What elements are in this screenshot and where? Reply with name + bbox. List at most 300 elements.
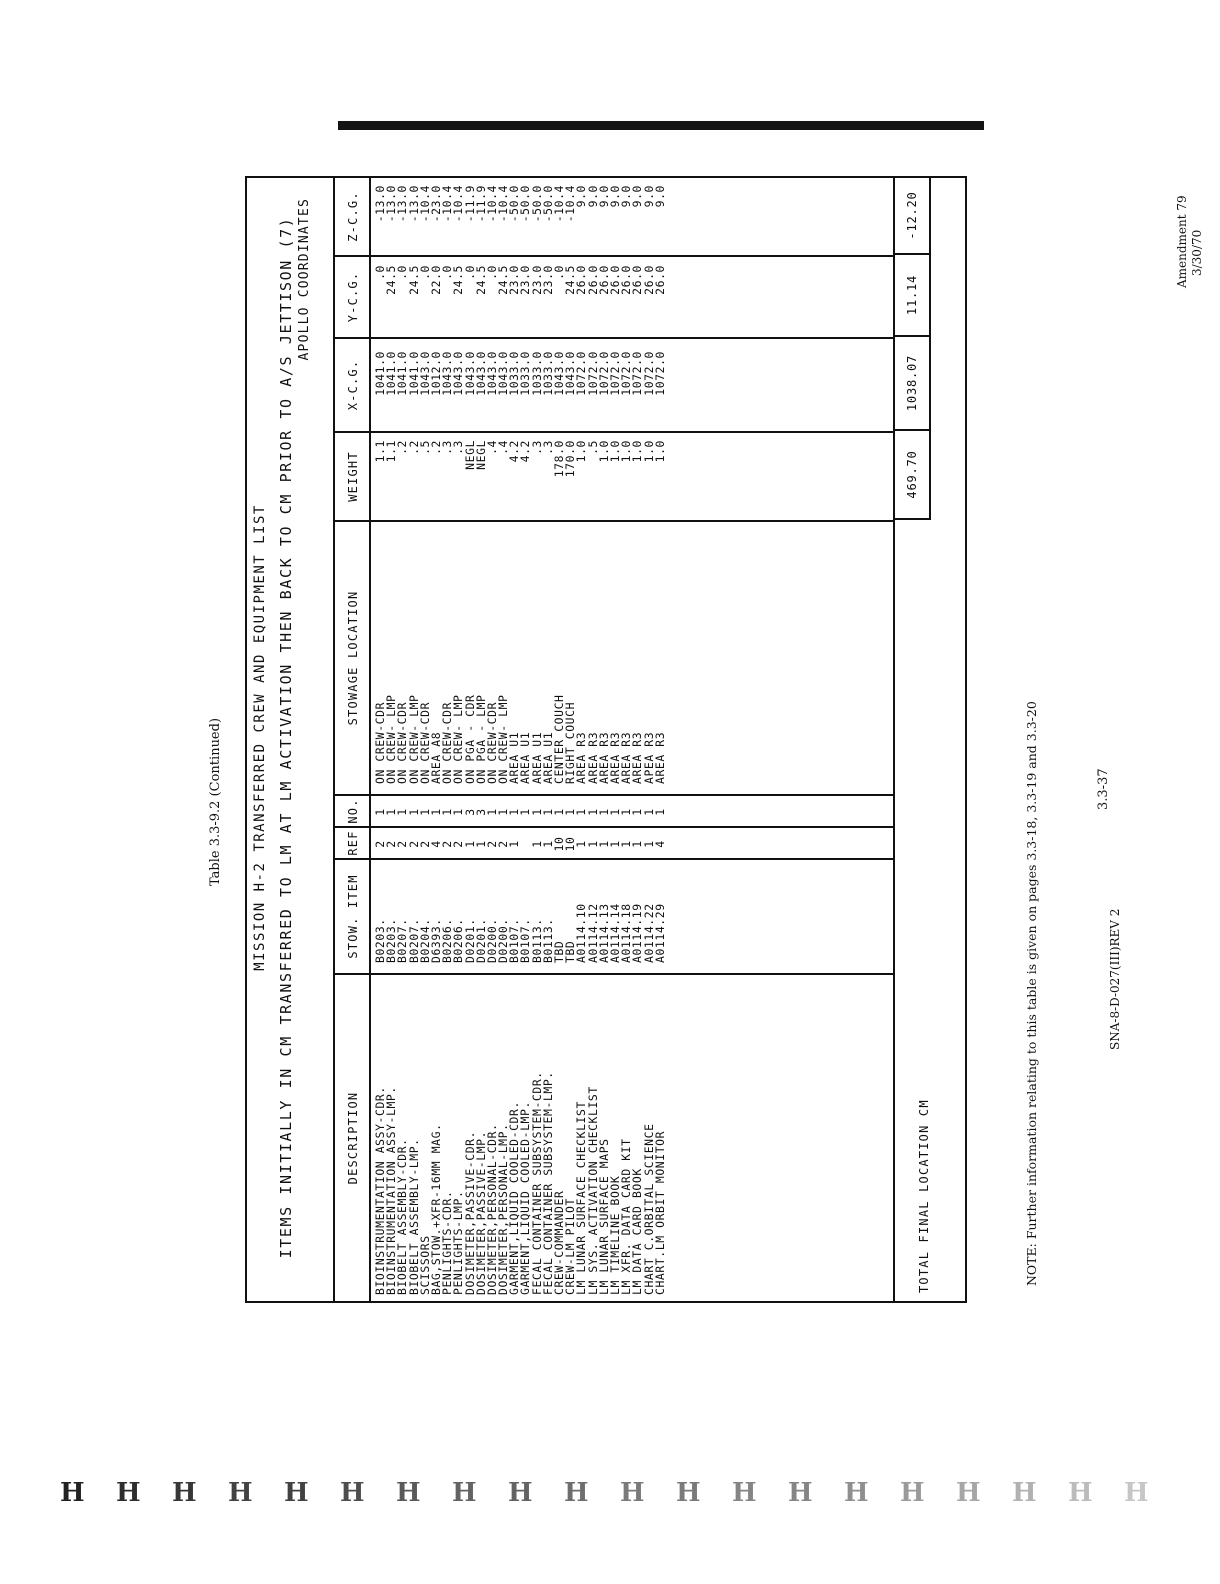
cell-ref: 2 [373,840,387,848]
cell-loc: ON PGA - CDR [462,694,477,784]
cell-x: 1072.0 [641,351,656,396]
cell-item: A0114.10 [574,903,589,963]
cell-z: -23.0 [428,185,443,223]
edge-mark: H [732,1478,757,1508]
cell-desc: SCISSORS [417,1235,432,1295]
cell-y: 26.0 [574,265,589,295]
cell-x: 1072.0 [574,351,589,396]
cell-z: -13.0 [373,185,387,223]
header-weight: WEIGHT [335,433,371,520]
cell-desc: DOSIMETER,PERSONAL-CDR. [484,1123,499,1295]
cell-x: 1072.0 [607,351,622,396]
cell-ref: 1 [619,840,634,848]
cell-weight: .3 [440,440,455,455]
cell-x: 1041.0 [406,351,421,396]
binding-edge-marks [60,1478,1160,1508]
edge-mark: H [1012,1478,1037,1508]
cell-desc: FECAL CONTAINER SUBSYSTEM-LMP. [540,1071,555,1295]
cell-ref: 10 [552,836,566,852]
cell-y: .0 [395,265,410,280]
cell-desc: LM SYS. ACTIVATION CHECKLIST [585,1086,600,1295]
cell-ref: 1 [462,840,477,848]
cell-x: 1033.0 [540,351,555,396]
rows-no [375,798,666,826]
cell-x: 1043.0 [552,351,566,396]
cell-y: 26.0 [619,265,634,295]
cell-no: 1 [619,808,634,816]
cell-weight: 178.0 [552,440,566,478]
cell-ref: 1 [585,840,600,848]
cell-loc: ON CREW- LMP [384,694,399,784]
edge-mark: H [340,1478,365,1508]
table-title: MISSION H-2 TRANSFERRED CREW AND EQUIPMENT LIST [252,504,268,971]
amendment-date: 3/30/70 [1190,229,1204,276]
cell-loc: ON CREW-CDR [440,701,455,784]
cell-y: 23.0 [507,265,522,295]
cell-loc: AREA R3 [619,731,634,784]
cell-y: .0 [440,265,455,280]
cell-x: 1033.0 [518,351,533,396]
col-stow-item [335,858,893,973]
cell-desc: GARMENT,LIQUID COOLED-LMP. [518,1101,533,1295]
cell-no: 1 [384,808,399,816]
cell-weight: 1.0 [630,440,645,463]
cell-z: 9.0 [630,185,645,208]
total-row [893,178,965,1301]
edge-mark: H [1068,1478,1093,1508]
cell-desc: BIOBELT ASSEMBLY-CDR. [395,1138,410,1295]
cell-z: -50.0 [540,185,555,223]
cell-item: TBD [552,940,566,963]
cell-desc: BIOBELT ASSEMBLY-LMP. [406,1138,421,1295]
cell-z: -10.4 [440,185,455,223]
cell-y: 23.0 [518,265,533,295]
edge-mark: H [228,1478,253,1508]
cell-item: TBD [563,940,578,963]
rows-x-cg [375,351,666,431]
cell-item: A0114.12 [585,903,600,963]
cell-no: 1 [596,808,611,816]
edge-mark: H [620,1478,645,1508]
cell-weight: 4.2 [518,440,533,463]
cell-item: D0200. [484,918,499,963]
cell-item: B0203. [373,918,387,963]
table-caption: Table 3.3-9.2 (Continued) [208,717,223,886]
cell-loc: ON CREW-CDR [395,701,410,784]
edge-mark: H [956,1478,981,1508]
edge-mark: H [788,1478,813,1508]
cell-item: D0201. [473,918,488,963]
cell-weight: .5 [417,440,432,455]
rows-description [375,977,666,1295]
cell-ref: 2 [484,840,499,848]
cell-y: .0 [373,265,387,280]
cell-no: 1 [496,808,511,816]
cell-weight: 1.0 [574,440,589,463]
cell-no: 1 [652,808,667,816]
cell-z: -50.0 [518,185,533,223]
cell-desc: LM DATA CARD BOOK [630,1168,645,1295]
cell-ref: 1 [596,840,611,848]
rows-stowage-location [375,529,666,784]
cell-x: 1043.0 [473,351,488,396]
cell-loc: RIGHT COUCH [563,701,578,784]
cell-y: 24.5 [496,265,511,295]
cell-desc: CREW-LM PILOT [563,1198,578,1295]
cell-item: A0114.19 [630,903,645,963]
cell-ref: 4 [428,840,443,848]
cell-item: B0113. [540,918,555,963]
cell-item: A0114.18 [619,903,634,963]
cell-loc: AREA R3 [652,731,667,784]
cell-y: 24.5 [406,265,421,295]
cell-ref: 2 [395,840,410,848]
header-stowage-location: STOWAGE LOCATION [335,522,371,794]
cell-z: 9.0 [607,185,622,208]
cell-y: 26.0 [630,265,645,295]
cell-desc: LM XFR. DATA CARD KIT [619,1138,634,1295]
cell-no: 1 [540,808,555,816]
cell-ref: 1 [507,840,522,848]
cell-x: 1072.0 [585,351,600,396]
cell-no: 1 [563,808,578,816]
cell-x: 1043.0 [417,351,432,396]
edge-mark: H [900,1478,925,1508]
cell-x: 1043.0 [563,351,578,396]
cell-item: A0114.14 [607,903,622,963]
cell-weight: 1.0 [652,440,667,463]
rotated-table-page [245,173,967,1303]
cell-desc: CREW-COMMANDER [552,1190,566,1295]
cell-no: 1 [395,808,410,816]
cell-loc: ON CREW- LMP [496,694,511,784]
cell-z: -10.4 [496,185,511,223]
cell-loc: AREA R3 [585,731,600,784]
cell-z: -13.0 [395,185,410,223]
cell-x: 1072.0 [619,351,634,396]
edge-mark: H [564,1478,589,1508]
cell-weight: .5 [585,440,600,455]
header-z-cg: Z-C.G. [335,178,371,255]
cell-x: 1072.0 [652,351,667,396]
cell-y: 23.0 [540,265,555,295]
cell-item: A0114.22 [641,903,656,963]
cell-z: -10.4 [451,185,466,223]
edge-mark: H [1124,1478,1149,1508]
cell-weight: .3 [540,440,555,455]
cell-weight: NEGL [462,440,477,470]
edge-mark: H [172,1478,197,1508]
cell-item: B0204. [417,918,432,963]
cell-item: B0107. [518,918,533,963]
cell-y: 24.5 [473,265,488,295]
cell-desc: LM TIMELINE BOOK [607,1175,622,1295]
cell-loc: AREA U1 [529,731,544,784]
cell-weight: 170.0 [563,440,578,478]
cell-y: .0 [462,265,477,280]
cell-no: 1 [373,808,387,816]
cell-loc: ON CREW- LMP [451,694,466,784]
table-subtitle: ITEMS INITIALLY IN CM TRANSFERRED TO LM AT LM ACTIVATION THEN BACK TO CM PRIOR TO A/S JETTISON (7) [277,216,295,1259]
cell-y: 23.0 [529,265,544,295]
cell-no: 1 [507,808,522,816]
cell-z: -10.4 [552,185,566,223]
cell-ref: 10 [563,836,578,852]
edge-mark: H [60,1478,85,1508]
cell-item: A0114.13 [596,903,611,963]
total-weight: 469.70 [895,431,931,520]
cell-z: -50.0 [529,185,544,223]
cell-desc: DOSIMETER,PASSIVE-CDR. [462,1130,477,1295]
rows-ref [375,830,666,858]
total-y-cg: 11.14 [895,255,931,337]
edge-mark: H [508,1478,533,1508]
cell-weight: 1.1 [384,440,399,463]
cell-x: 1012.0 [428,351,443,396]
cell-z: -50.0 [507,185,522,223]
cell-y: 26.0 [607,265,622,295]
coordinates-label: APOLLO COORDINATES [297,198,312,361]
cell-loc: AREA U1 [518,731,533,784]
cell-ref: 2 [406,840,421,848]
cell-x: 1072.0 [630,351,645,396]
cell-desc: FECAL CONTAINER SUBSYSTEM-CDR. [529,1071,544,1295]
cell-weight: 4.2 [507,440,522,463]
cell-y: 24.5 [384,265,399,295]
cell-y: 24.5 [451,265,466,295]
cell-weight: 1.0 [596,440,611,463]
rows-stow-item [375,863,666,963]
cell-x: 1041.0 [384,351,399,396]
rows-z-cg [375,185,666,255]
cell-no: 1 [607,808,622,816]
cell-z: -10.4 [563,185,578,223]
cell-no: 3 [473,808,488,816]
cell-desc: LM LUNAR SURFACE CHECKLIST [574,1101,589,1295]
edge-mark: H [284,1478,309,1508]
cell-item: B0203. [384,918,399,963]
col-no [335,794,893,826]
cell-no: 1 [630,808,645,816]
cell-ref: 1 [641,840,656,848]
col-ref [335,826,893,858]
cell-item: B0107. [507,918,522,963]
cell-ref: 2 [417,840,432,848]
cell-ref: 1 [574,840,589,848]
cell-no: 1 [440,808,455,816]
header-rule [338,121,984,130]
cell-weight: 1.0 [607,440,622,463]
cell-ref: 1 [607,840,622,848]
cell-item: B0207. [406,918,421,963]
cell-desc: BIOINSTRUMENTATION ASSY-LMP. [384,1086,399,1295]
cell-desc: LM LUNAR SURFACE MAPS [596,1138,611,1295]
edge-mark: H [396,1478,421,1508]
cell-z: -13.0 [384,185,399,223]
cell-z: 9.0 [574,185,589,208]
cell-weight: .2 [406,440,421,455]
cell-no: 1 [406,808,421,816]
cell-y: 26.0 [641,265,656,295]
cell-weight: .3 [451,440,466,455]
cell-x: 1043.0 [496,351,511,396]
edge-mark: H [452,1478,477,1508]
cell-y: 26.0 [585,265,600,295]
cell-y: 26.0 [652,265,667,295]
cell-item: D6393. [428,918,443,963]
rows-weight [375,440,666,520]
cell-ref: 1 [540,840,555,848]
cell-ref: 2 [451,840,466,848]
cell-loc: ON CREW-CDR [417,701,432,784]
cell-loc: AREA R3 [630,731,645,784]
total-label: TOTAL FINAL LOCATION CM [917,1099,931,1293]
cell-desc: BAG,STOW.+XFR-16MM MAG. [428,1123,443,1295]
cell-desc: DOSIMETER,PASSIVE-LMP. [473,1130,488,1295]
cell-x: 1043.0 [462,351,477,396]
cell-no: 1 [428,808,443,816]
header-no: NO. [335,796,371,826]
document-id: SNA-8-D-027(III)REV 2 [1108,908,1122,1050]
cell-loc: AREA R3 [596,731,611,784]
cell-weight: .3 [529,440,544,455]
cell-y: .0 [484,265,499,280]
cell-z: 9.0 [585,185,600,208]
cell-item: A0114.29 [652,903,667,963]
header-description: DESCRIPTION [335,975,371,1301]
col-z-cg [335,178,893,255]
col-description [335,973,893,1301]
cell-no: 1 [574,808,589,816]
cell-x: 1041.0 [395,351,410,396]
cell-desc: BIOINSTRUMENTATION ASSY-CDR. [373,1086,387,1295]
cell-x: 1033.0 [529,351,544,396]
rows-y-cg [375,265,666,337]
cell-weight: .2 [395,440,410,455]
cell-z: -13.0 [406,185,421,223]
cell-ref: 2 [384,840,399,848]
cell-z: 9.0 [596,185,611,208]
cell-loc: ON CREW-CDR [484,701,499,784]
cell-desc: PENLIGHTS-LMP. [451,1190,466,1295]
cell-x: 1041.0 [373,351,387,396]
cell-y: 22.0 [428,265,443,295]
cell-no: 1 [552,808,566,816]
cell-loc: ON PGA - LMP [473,694,488,784]
cell-ref: 4 [652,840,667,848]
cell-no: 1 [518,808,533,816]
cell-x: 1043.0 [484,351,499,396]
cell-item: B0113. [529,918,544,963]
cell-item: B0206. [451,918,466,963]
cell-ref: 2 [496,840,511,848]
cell-z: -10.4 [417,185,432,223]
cell-no: 1 [451,808,466,816]
edge-mark: H [116,1478,141,1508]
cell-x: 1033.0 [507,351,522,396]
cell-no: 1 [484,808,499,816]
total-z-cg: -12.20 [895,178,931,255]
cell-weight: .4 [484,440,499,455]
edge-mark: H [676,1478,701,1508]
edge-mark: H [844,1478,869,1508]
cell-no: 1 [417,808,432,816]
cell-z: -10.4 [484,185,499,223]
cell-ref: 1 [473,840,488,848]
cell-loc: CENTER COUCH [552,694,566,784]
cell-loc: APEA R3 [641,731,656,784]
col-weight [335,431,893,520]
cell-desc: CHART C.ORBITAL SCIENCE [641,1123,656,1295]
cell-loc: AREA U1 [540,731,555,784]
cell-ref: 1 [630,840,645,848]
cell-weight: .4 [496,440,511,455]
cell-x: 1043.0 [451,351,466,396]
table-grid [333,178,893,1301]
cell-item: B0207. [395,918,410,963]
cell-loc: AREA R3 [574,731,589,784]
cell-desc: GARMENT,LIQUID COOLED-CDR. [507,1101,522,1295]
equipment-table [245,176,967,1303]
cell-y: .0 [417,265,432,280]
cell-item: B0206. [440,918,455,963]
cell-no: 1 [529,808,544,816]
cell-z: -11.9 [473,185,488,223]
header-stow-item: STOW. ITEM [335,860,371,973]
cell-item: D0200. [496,918,511,963]
cell-loc: AREA A8 [428,731,443,784]
cell-weight: .2 [428,440,443,455]
cell-z: 9.0 [641,185,656,208]
footnote: NOTE: Further information relating to this table is given on pages 3.3-18, 3.3-19 and 3.3-20 [1024,701,1039,1286]
cell-y: 24.5 [563,265,578,295]
cell-weight: 1.1 [373,440,387,463]
cell-weight: 1.0 [641,440,656,463]
header-ref: REF [335,828,371,858]
cell-z: -11.9 [462,185,477,223]
cell-no: 1 [641,808,656,816]
cell-loc: ON CREW-CDR [373,701,387,784]
header-x-cg: X-C.G. [335,339,371,431]
header-y-cg: Y-C.G. [335,257,371,337]
cell-loc: ON CREW- LMP [406,694,421,784]
cell-desc: PENLIGHTS-CDR. [440,1190,455,1295]
cell-x: 1043.0 [440,351,455,396]
cell-x: 1072.0 [596,351,611,396]
cell-y: 26.0 [596,265,611,295]
cell-weight: NEGL [473,440,488,470]
cell-loc: AREA R3 [607,731,622,784]
cell-no: 3 [462,808,477,816]
total-x-cg: 1038.07 [895,337,931,431]
cell-weight: 1.0 [619,440,634,463]
col-stowage-location [335,520,893,794]
cell-ref: 2 [440,840,455,848]
cell-no: 1 [585,808,600,816]
cell-desc: CHART.LM ORBIT MONITOR [652,1130,667,1295]
col-x-cg [335,337,893,431]
cell-z: 9.0 [619,185,634,208]
cell-loc: AREA U1 [507,731,522,784]
cell-z: 9.0 [652,185,667,208]
cell-ref: 1 [529,840,544,848]
col-y-cg [335,255,893,337]
amendment-label: Amendment 79 [1175,195,1189,288]
page-number: 3.3-37 [1096,768,1111,810]
cell-item: D0201. [462,918,477,963]
cell-y: .0 [552,265,566,280]
cell-desc: DOSIMETER,PERSONAL-LMP. [496,1123,511,1295]
